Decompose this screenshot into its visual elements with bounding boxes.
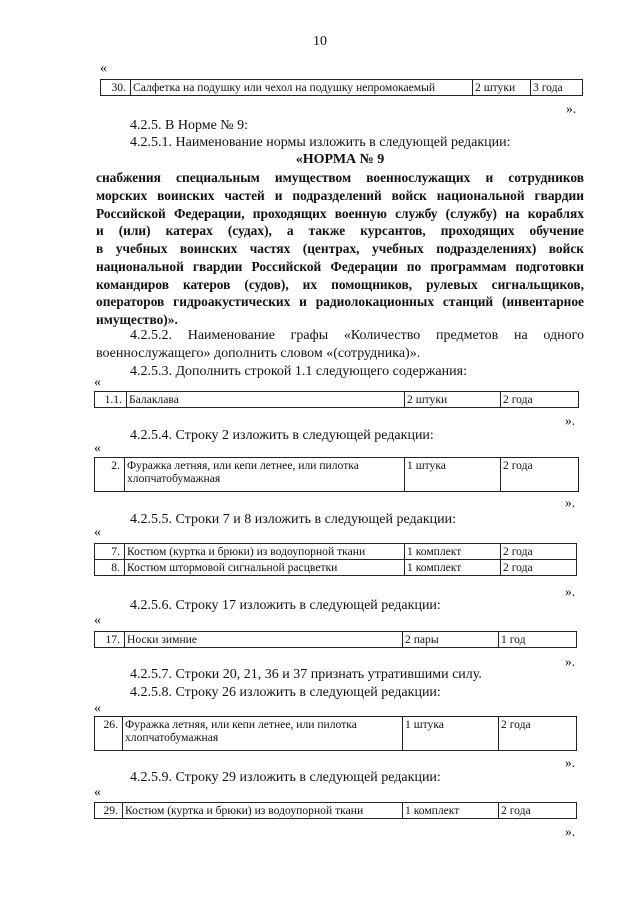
item-term: 1 год (499, 632, 577, 648)
row-number: 7. (95, 544, 125, 560)
item-quantity: 2 штуки (405, 392, 501, 408)
row-number: 8. (95, 560, 125, 576)
item-quantity: 1 комплект (405, 560, 501, 576)
item-term: 3 года (531, 80, 583, 96)
table-row (95, 560, 577, 576)
table-row (94, 802, 577, 819)
table-row (94, 391, 579, 408)
item-term: 2 года (501, 458, 579, 492)
paragraph-4-2-5-2-cont: военнослужащего» дополнить словом «(сотрудника)». (96, 346, 421, 361)
norm-line: морских воинских частей и подразделений войск национальной гвардии (96, 188, 584, 203)
paragraph-4-2-5-7: 4.2.5.7. Строки 20, 21, 36 и 37 признать утратившими силу. (130, 667, 482, 682)
norm-line: операторов гидроакустических и радиолокационных станций (инвентарное (96, 294, 584, 309)
item-name: Салфетка на подушку или чехол на подушку непромокаемый (131, 80, 473, 96)
item-quantity: 1 комплект (405, 544, 501, 560)
item-term: 2 года (501, 544, 577, 560)
item-name: Костюм (куртка и брюки) из водоупорной ткани (123, 803, 403, 819)
quote-close: ». (565, 584, 576, 599)
quote-close: ». (566, 101, 577, 116)
quote-open: « (94, 375, 101, 390)
paragraph-4-2-5-1: 4.2.5.1. Наименование нормы изложить в следующей редакции: (130, 135, 511, 150)
item-name: Фуражка летняя, или кепи летнее, или пилотка хлопчатобумажная (125, 458, 405, 492)
quote-close: ». (565, 654, 576, 669)
quote-open: « (94, 785, 101, 800)
item-term: 2 года (499, 803, 577, 819)
table (94, 543, 577, 576)
item-quantity: 2 штуки (473, 80, 531, 96)
item-quantity: 2 пары (403, 632, 499, 648)
norm-line: имущество)». (96, 312, 178, 327)
row-number: 26. (95, 717, 123, 751)
paragraph-4-2-5-4: 4.2.5.4. Строку 2 изложить в следующей редакции: (130, 428, 434, 443)
item-term: 2 года (499, 717, 577, 751)
norm-line: национальной гвардии Российской Федерации по программам подготовки (96, 259, 584, 274)
row-number: 2. (95, 458, 125, 492)
quote-open: « (100, 61, 107, 76)
quote-close: ». (565, 413, 576, 428)
row-number: 1.1. (95, 392, 127, 408)
item-name: Носки зимние (125, 632, 403, 648)
paragraph-4-2-5-3: 4.2.5.3. Дополнить строкой 1.1 следующего содержания: (130, 364, 467, 379)
table-row (94, 716, 577, 751)
table-row (94, 457, 579, 492)
table-row (94, 631, 577, 648)
paragraph-4-2-5-9: 4.2.5.9. Строку 29 изложить в следующей редакции: (130, 770, 441, 785)
quote-open: « (94, 613, 101, 628)
norm-line: Российской Федерации, проходящих военную службу (службу) на кораблях (96, 206, 584, 221)
paragraph-4-2-5-2: 4.2.5.2. Наименование графы «Количество предметов на одного (130, 328, 584, 343)
quote-close: ». (565, 755, 576, 770)
table-row (95, 544, 577, 560)
quote-close: ». (565, 824, 576, 839)
item-name: Фуражка летняя, или кепи летнее, или пилотка хлопчатобумажная (123, 717, 403, 751)
norm-line: командиров катеров (судов), их помощников, рулевых сигнальщиков, (96, 277, 584, 292)
item-quantity: 1 штука (405, 458, 501, 492)
norm-line: снабжения специальным имуществом военнослужащих и сотрудников (96, 170, 584, 185)
quote-open: « (94, 441, 101, 456)
item-name: Костюм (куртка и брюки) из водоупорной ткани (125, 544, 405, 560)
paragraph-4-2-5: 4.2.5. В Норме № 9: (130, 118, 249, 133)
row-number: 17. (95, 632, 125, 648)
paragraph-4-2-5-8: 4.2.5.8. Строку 26 изложить в следующей редакции: (130, 685, 441, 700)
quote-close: ». (565, 495, 576, 510)
row-number: 29. (95, 803, 123, 819)
norm-line: и (или) катерах (судах), а также курсантов, проходящих обучение (96, 223, 584, 238)
item-name: Костюм штормовой сигнальной расцветки (125, 560, 405, 576)
page-number: 10 (313, 34, 327, 49)
item-term: 2 года (501, 392, 579, 408)
norm-title: «НОРМА № 9 (295, 152, 385, 167)
quote-open: « (94, 525, 101, 540)
paragraph-4-2-5-6: 4.2.5.6. Строку 17 изложить в следующей редакции: (130, 598, 441, 613)
row-number: 30. (101, 80, 131, 96)
quote-open: « (94, 701, 101, 716)
table-row (100, 79, 583, 96)
item-quantity: 1 штука (403, 717, 499, 751)
item-term: 2 года (501, 560, 577, 576)
item-quantity: 1 комплект (403, 803, 499, 819)
paragraph-4-2-5-5: 4.2.5.5. Строки 7 и 8 изложить в следующей редакции: (130, 512, 456, 527)
item-name: Балаклава (127, 392, 405, 408)
norm-line: в учебных воинских частях (центрах, учебных подразделениях) войск (96, 241, 584, 256)
